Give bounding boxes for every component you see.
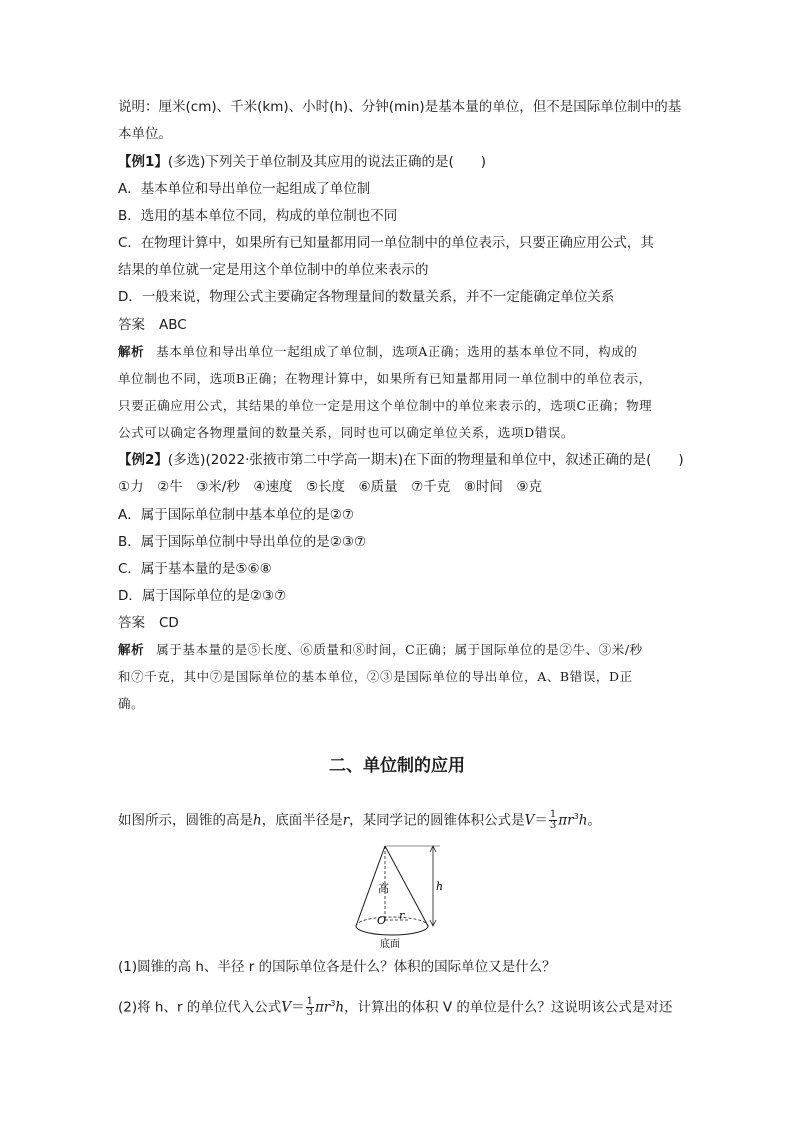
- question-2-text: (2)将 h、r 的单位代入公式: [118, 999, 282, 1016]
- intro-text: ，某同学记的圆锥体积公式是: [349, 812, 525, 829]
- cone-base-front: [356, 926, 428, 935]
- answer-label: 答案: [118, 317, 145, 333]
- question-2: [118, 995, 672, 1018]
- formula-h: h: [335, 999, 345, 1016]
- fraction: [306, 997, 314, 1018]
- example-2-items: ①力 ②牛 ③米/秒 ④速度 ⑤长度 ⑥质量 ⑦千克 ⑧时间 ⑨克: [118, 479, 542, 495]
- analysis-text: 属于基本量的是⑤长度、⑥质量和⑧时间，C正确；属于国际单位的是②牛、③米/秒: [156, 642, 643, 657]
- formula-h: h: [578, 812, 588, 829]
- equals-sign: ＝: [534, 812, 548, 829]
- label-height: 高: [378, 882, 389, 895]
- var-r: r: [342, 812, 350, 829]
- example-2-analysis-line-1: [118, 641, 643, 659]
- question-1: (1)圆锥的高 h、半径 r 的国际单位各是什么？体积的国际单位又是什么？: [118, 959, 556, 975]
- example-1-analysis-line-1: [118, 343, 637, 361]
- example-1-option-c: C．在物理计算中，如果所有已知量都用同一单位制中的单位表示，只要正确应用公式，其: [118, 235, 654, 251]
- cone-right-edge: [385, 846, 428, 926]
- example-1-analysis-line-3: 只要正确应用公式，其结果的单位一定是用这个单位制中的单位来表示的，选项C正确；物理: [118, 398, 653, 413]
- formula-exponent: 3: [330, 999, 336, 1008]
- label-o: O: [377, 914, 387, 927]
- note-line-2: 本单位。: [118, 126, 172, 142]
- intro-text: 。: [587, 812, 601, 829]
- example-2-analysis-line-3: 确。: [118, 696, 145, 711]
- var-h: h: [253, 812, 262, 829]
- example-1-analysis-line-2: 单位制也不同，选项B正确；在物理计算中，如果所有已知量都用同一单位制中的单位表示，: [118, 371, 652, 386]
- example-2-option-c: C．属于基本量的是⑤⑥⑧: [118, 561, 272, 577]
- question-2-text: ，计算出的体积 V 的单位是什么？这说明该公式是对还: [344, 999, 673, 1016]
- example-2-stem: [118, 451, 684, 469]
- example-1-option-b: B．选用的基本单位不同，构成的单位制也不同: [118, 208, 398, 224]
- label-h: h: [436, 880, 444, 893]
- intro-line: [118, 808, 601, 831]
- example-2-answer: [118, 614, 179, 632]
- formula-pi-r: πr: [314, 999, 331, 1016]
- analysis-label: 解析: [118, 642, 145, 657]
- example-1-option-d: D．一般来说，物理公式主要确定各物理量间的数量关系，并不一定能确定单位关系: [118, 289, 615, 305]
- intro-text: ，底面半径是: [261, 812, 343, 829]
- answer-label: 答案: [118, 615, 145, 631]
- formula-pi-r: πr: [558, 812, 574, 829]
- intro-text: 如图所示，圆锥的高是: [118, 812, 253, 829]
- equals-sign: ＝: [291, 999, 305, 1016]
- example-1-answer: [118, 316, 187, 334]
- fraction: [549, 810, 557, 831]
- example-2-question: (多选)(2022·张掖市第二中学高一期末)在下面的物理量和单位中，叙述正确的是( ): [167, 452, 684, 468]
- var-v: V: [524, 812, 535, 829]
- formula-exponent: 3: [573, 812, 579, 821]
- answer-value: CD: [159, 615, 179, 631]
- example-1-analysis-line-4: 公式可以确定各物理量间的数量关系，同时也可以确定单位关系，选项D错误。: [118, 425, 575, 440]
- example-2-tag: 【例2】: [118, 452, 168, 468]
- example-1-question: (多选)下列关于单位制及其应用的说法正确的是( ): [167, 154, 486, 170]
- example-1-option-a: A．基本单位和导出单位一起组成了单位制: [118, 181, 371, 197]
- example-1-stem: [118, 153, 486, 171]
- fraction-denominator: 3: [549, 820, 557, 831]
- cone-figure: [340, 842, 460, 954]
- cone-base-back: [356, 917, 428, 926]
- label-r: r: [399, 909, 405, 922]
- label-base: 底面: [380, 939, 400, 950]
- example-1-option-c-cont: 结果的单位就一定是用这个单位制中的单位来表示的: [118, 262, 429, 278]
- example-2-option-d: D．属于国际单位的是②③⑦: [118, 588, 287, 604]
- fraction-numerator: 1: [306, 996, 313, 1007]
- var-v: V: [281, 999, 292, 1016]
- fraction-denominator: 3: [306, 1007, 313, 1018]
- example-2-option-b: B．属于国际单位制中导出单位的是②③⑦: [118, 534, 367, 550]
- analysis-text: 基本单位和导出单位一起组成了单位制，选项A正确；选用的基本单位不同，构成的: [156, 344, 638, 359]
- note-line-1: 说明：厘米(cm)、千米(km)、小时(h)、分钟(min)是基本量的单位，但不是国际单位制中的基: [118, 99, 682, 115]
- section-title: 二、单位制的应用: [329, 756, 465, 776]
- example-2-option-a: A．属于国际单位制中基本单位的是②⑦: [118, 507, 354, 523]
- example-2-analysis-line-2: 和⑦千克，其中⑦是国际单位的基本单位，②③是国际单位的导出单位，A、B错误，D正: [118, 669, 633, 684]
- analysis-label: 解析: [118, 344, 145, 359]
- answer-value: ABC: [159, 317, 187, 333]
- fraction-numerator: 1: [549, 809, 557, 820]
- example-1-tag: 【例1】: [118, 154, 168, 170]
